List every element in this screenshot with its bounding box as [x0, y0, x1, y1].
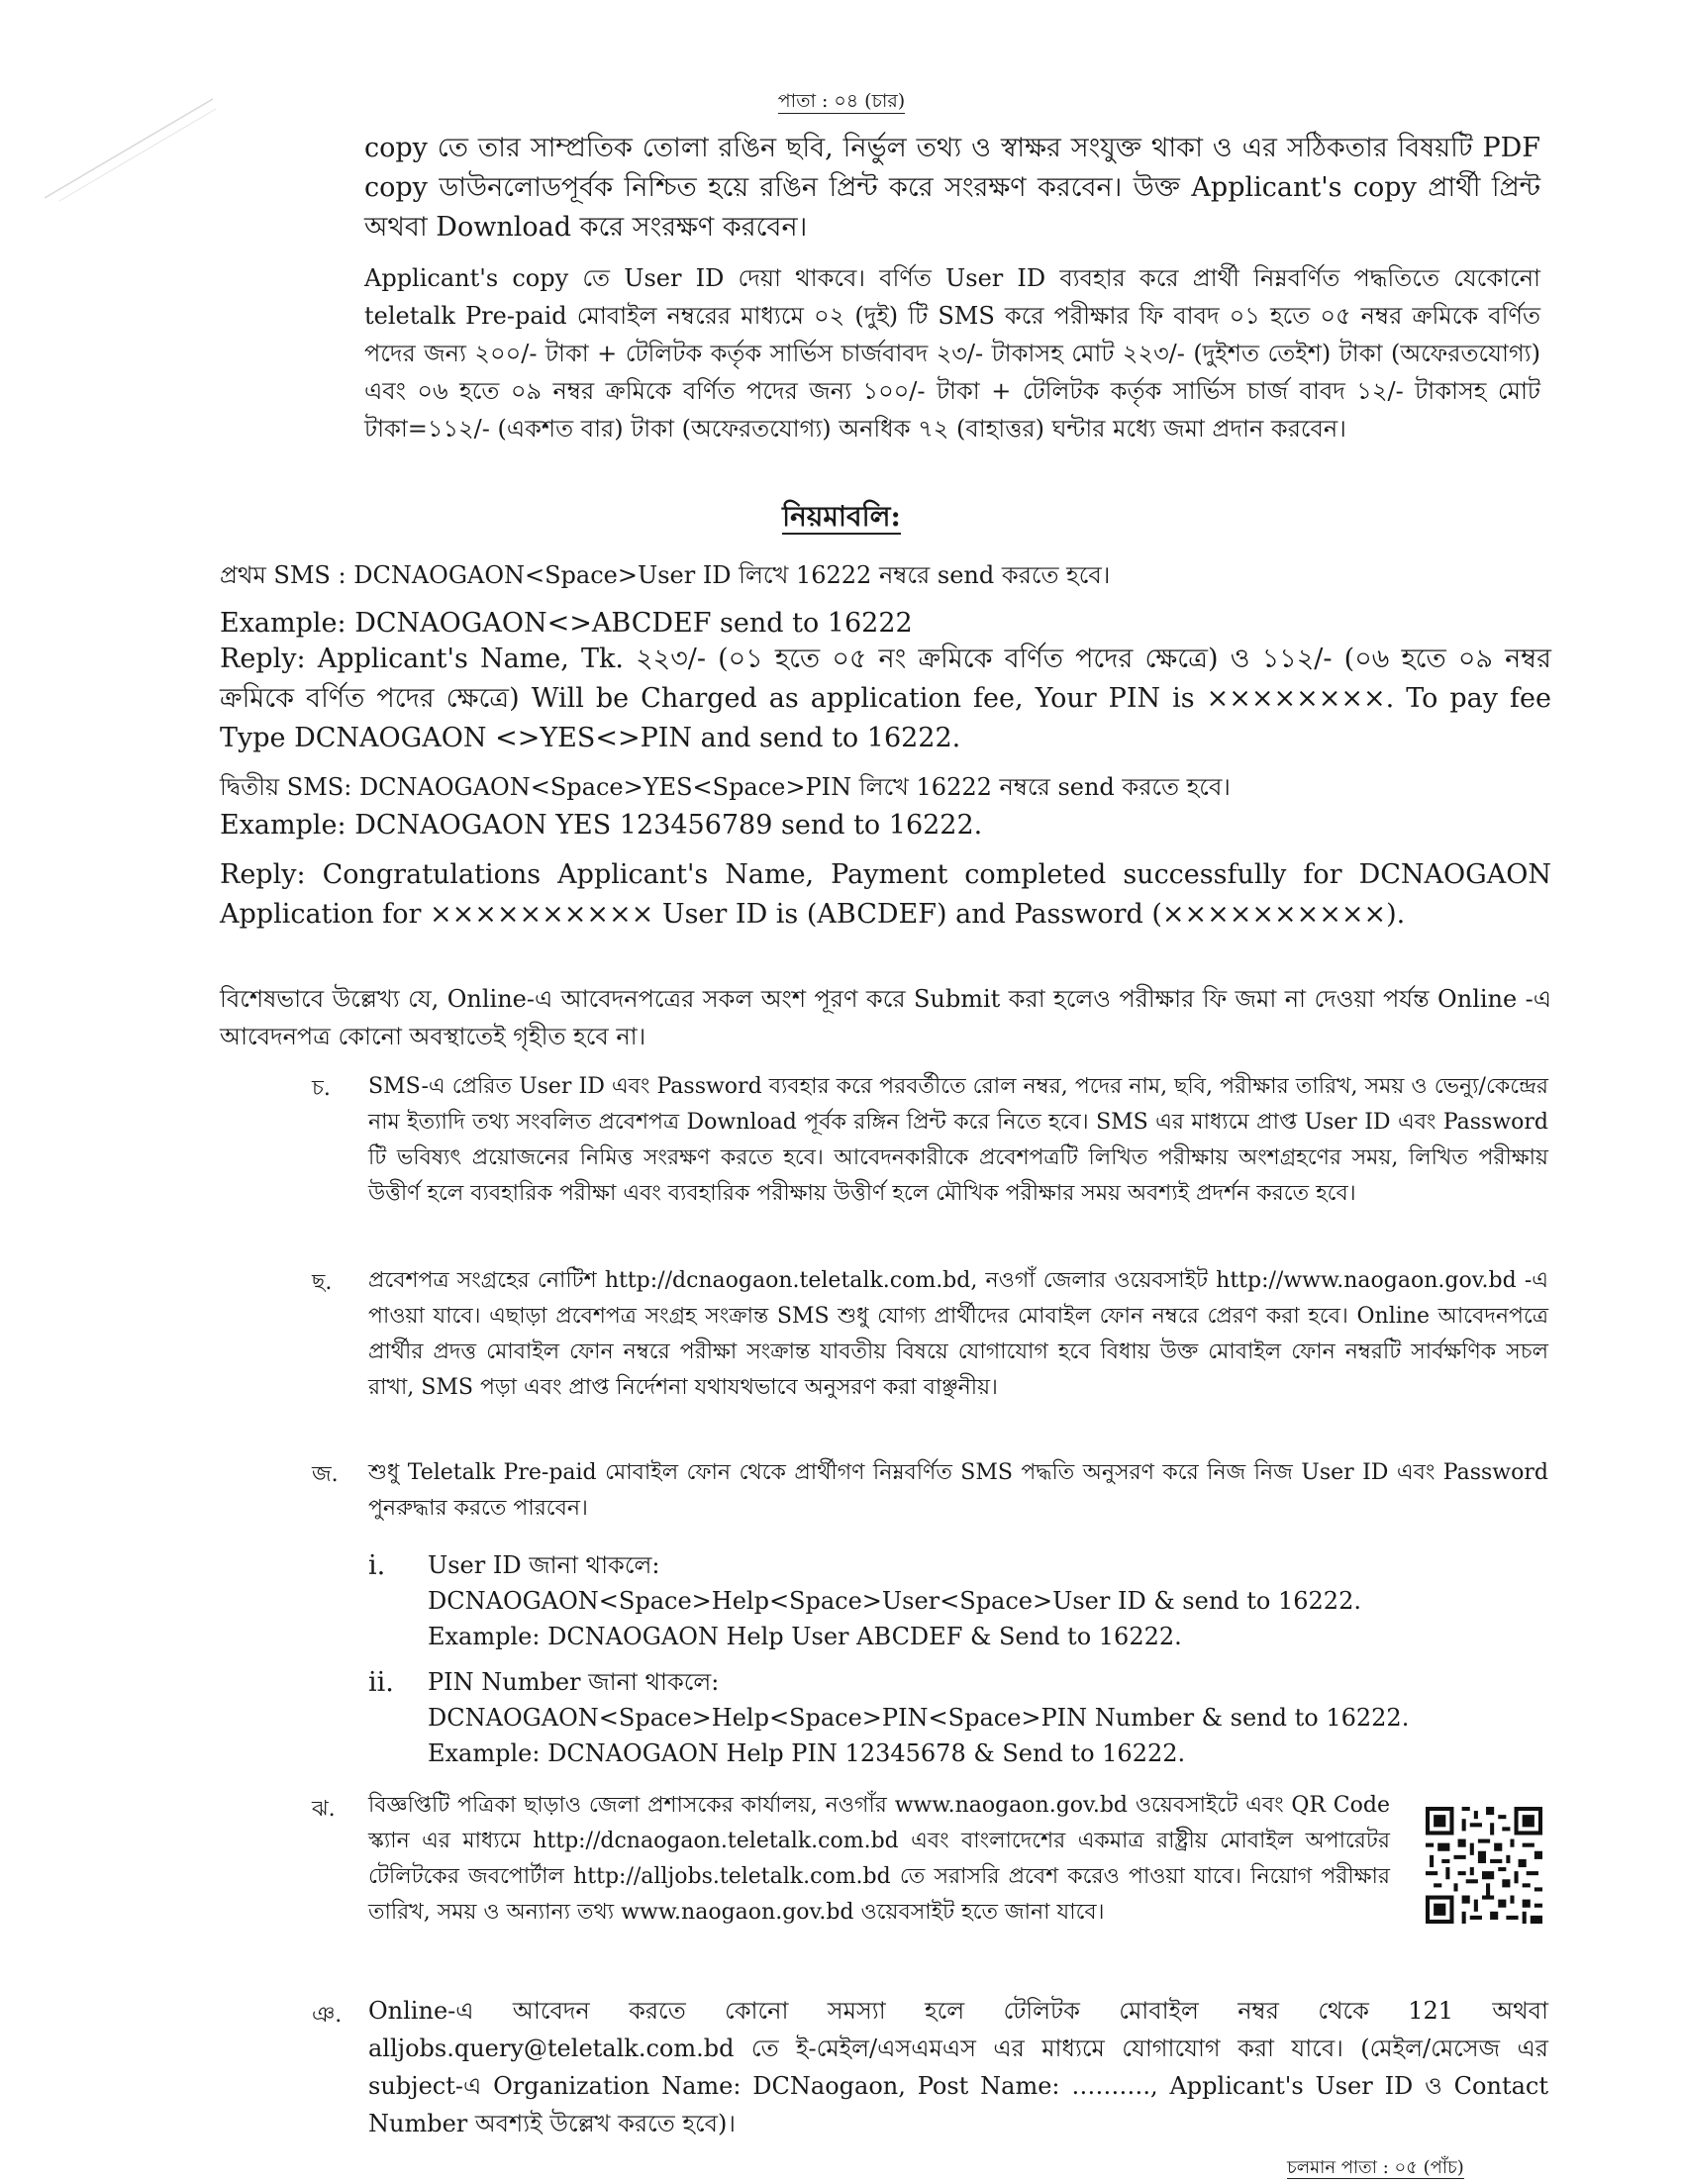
item-nya-text: Online-এ আবেদন করতে কোনো সমস্যা হলে টেলিটক মোবাইল নম্বর থেকে 121 অথবা alljobs.query@teletalk.com.bd তে ই-মেইল/এসএমএস এর মাধ্যমে যোগাযোগ করা যাবে। (মেইল/মেসেজ এর subject-এ Organization Name: DCNaogaon, Post Name: ………., Applicant's User ID ও Contact Number অবশ্যই উল্লেখ করতে হবে)। — [368, 1997, 1548, 2137]
first-sms-reply: Reply: Applicant's Name, Tk. ২২৩/- (০১ হতে ০৫ নং ক্রমিকে বর্ণিত পদের ক্ষেত্রে) ও ১১২/- (০৬ হতে ০৯ নম্বর ক্রমিকে বর্ণিত পদের ক্ষেত্রে) Will be Charged as application fee, Your PIN is ××××××××. To pay fee Type DCNAOGAON <>YES<>PIN and send to 16222. — [220, 644, 1551, 753]
recovery-1-example: Example: DCNAOGAON Help User ABCDEF & Send to 16222. — [428, 1623, 1182, 1650]
item-marker-ja: জ. — [312, 1462, 339, 1487]
item-ja-text: শুধু Teletalk Pre-paid মোবাইল ফোন থেকে প্রার্থীগণ নিম্নবর্ণিত SMS পদ্ধতি অনুসরণ করে নিজ নিজ User ID এবং Password পুনরুদ্ধার করতে পারবেন। — [368, 1460, 1548, 1521]
recovery-2-title: PIN Number জানা থাকলে: — [428, 1668, 720, 1696]
recovery-1-title: User ID জানা থাকলে: — [428, 1551, 660, 1579]
qr-code-icon[interactable] — [1426, 1807, 1542, 1924]
recovery-marker-2: ii. — [368, 1667, 394, 1698]
intro-paragraph-1: copy তে তার সাম্প্রতিক তোলা রঙিন ছবি, নির্ভুল তথ্য ও স্বাক্ষর সংযুক্ত থাকা ও এর সঠিকতার বিষয়টি PDF copy ডাউনলোডপূর্বক নিশ্চিত হয়ে রঙিন প্রিন্ট করে সংরক্ষণ করবেন। উক্ত Applicant's copy প্রার্থী প্রিন্ট অথবা Download করে সংরক্ষণ করবেন। — [364, 133, 1540, 243]
second-sms-instruction: দ্বিতীয় SMS: DCNAOGAON<Space>YES<Space>PIN লিখে 16222 নম্বরে send করতে হবে। — [220, 773, 1231, 801]
second-sms-example: Example: DCNAOGAON YES 123456789 send to 16222. — [220, 810, 983, 841]
recovery-2-command: DCNAOGAON<Space>Help<Space>PIN<Space>PIN Number & send to 16222. — [428, 1704, 1410, 1732]
item-marker-cha: চ. — [312, 1076, 331, 1101]
fee-note: বিশেষভাবে উল্লেখ্য যে, Online-এ আবেদনপত্রের সকল অংশ পূরণ করে Submit করা হলেও পরীক্ষার ফি জমা না দেওয়া পর্যন্ত Online -এ আবেদনপত্র কোনো অবস্থাতেই গৃহীত হবে না। — [220, 985, 1551, 1050]
item-marker-chha: ছ. — [312, 1270, 333, 1295]
item-jha-text: বিজ্ঞপ্তিটি পত্রিকা ছাড়াও জেলা প্রশাসকের কার্যালয়, নওগাঁর www.naogaon.gov.bd ওয়েবসাইটে এবং QR Code স্ক্যান এর মাধ্যমে http://dcnaogaon.teletalk.com.bd এবং বাংলাদেশের একমাত্র রাষ্ট্রীয় মোবাইল অপারেটর টেলিটকের জবপোর্টাল http://alljobs.teletalk.com.bd তে সরাসরি প্রবেশ করেও পাওয়া যাবে। নিয়োগ পরীক্ষার তারিখ, সময় ও অন্যান্য তথ্য www.naogaon.gov.bd ওয়েবসাইট হতে জানা যাবে। — [368, 1793, 1390, 1925]
page-header: পাতা : ০৪ (চার) — [777, 90, 906, 112]
recovery-marker-1: i. — [368, 1550, 386, 1581]
first-sms-example: Example: DCNAOGAON<>ABCDEF send to 16222 — [220, 608, 913, 639]
rules-heading: নিয়মাবলি: — [782, 500, 901, 533]
item-cha-text: SMS-এ প্রেরিত User ID এবং Password ব্যবহার করে পরবর্তীতে রোল নম্বর, পদের নাম, ছবি, পরীক্ষার তারিখ, সময় ও ভেন্যু/কেন্দ্রের নাম ইত্যাদি তথ্য সংবলিত প্রবেশপত্র Download পূর্বক রঙ্গিন প্রিন্ট করে নিতে হবে। SMS এর মাধ্যমে প্রাপ্ত User ID এবং Password টি ভবিষ্যৎ প্রয়োজনের নিমিত্ত সংরক্ষণ করতে হবে। আবেদনকারীকে প্রবেশপত্রটি লিখিত পরীক্ষায় অংশগ্রহণের সময়, লিখিত পরীক্ষায় উত্তীর্ণ হলে ব্যবহারিক পরীক্ষা এবং ব্যবহারিক পরীক্ষায় উত্তীর্ণ হলে মৌখিক পরীক্ষার সময় অবশ্যই প্রদর্শন করতে হবে। — [368, 1074, 1548, 1206]
page-footer: চলমান পাতা : ০৫ (পাঁচ) — [1287, 2157, 1464, 2178]
intro-paragraph-2: Applicant's copy তে User ID দেয়া থাকবে। বর্ণিত User ID ব্যবহার করে প্রার্থী নিম্নবর্ণিত পদ্ধতিতে যেকোনো teletalk Pre-paid মোবাইল নম্বরের মাধ্যমে ০২ (দুই) টি SMS করে পরীক্ষার ফি বাবদ ০১ হতে ০৫ নম্বর ক্রমিকে বর্ণিত পদের জন্য ২০০/- টাকা + টেলিটক কর্তৃক সার্ভিস চার্জবাবদ ২৩/- টাকাসহ মোট ২২৩/- (দুইশত তেইশ) টাকা (অফেরতযোগ্য) এবং ০৬ হতে ০৯ নম্বর ক্রমিকে বর্ণিত পদের জন্য ১০০/- টাকা + টেলিটক কর্তৃক সার্ভিস চার্জ বাবদ ১২/- টাকাসহ মোট টাকা=১১২/- (একশত বার) টাকা (অফেরতযোগ্য) অনধিক ৭২ (বাহাত্তর) ঘন্টার মধ্যে জমা প্রদান করবেন। — [364, 264, 1540, 443]
second-sms-reply: Reply: Congratulations Applicant's Name, Payment completed successfully for DCNAOGAON Application for ×××××××××× User ID is (ABCDEF) and Password (××××××××××). — [220, 859, 1551, 930]
first-sms-instruction: প্রথম SMS : DCNAOGAON<Space>User ID লিখে 16222 নম্বরে send করতে হবে। — [220, 561, 1111, 589]
item-marker-nya: ঞ. — [312, 2003, 343, 2028]
recovery-2-example: Example: DCNAOGAON Help PIN 12345678 & Send to 16222. — [428, 1739, 1186, 1767]
recovery-1-command: DCNAOGAON<Space>Help<Space>User<Space>User ID & send to 16222. — [428, 1587, 1361, 1615]
item-marker-jha: ঝ. — [312, 1797, 336, 1822]
item-chha-text: প্রবেশপত্র সংগ্রহের নোটিশ http://dcnaogaon.teletalk.com.bd, নওগাঁ জেলার ওয়েবসাইট http://www.naogaon.gov.bd -এ পাওয়া যাবে। এছাড়া প্রবেশপত্র সংগ্রহ সংক্রান্ত SMS শুধু যোগ্য প্রার্থীদের মোবাইল ফোন নম্বরে প্রেরণ করা হবে। Online আবেদনপত্রে প্রার্থীর প্রদত্ত মোবাইল ফোন নম্বরে পরীক্ষা সংক্রান্ত যাবতীয় বিষয়ে যোগাযোগ হবে বিধায় উক্ত মোবাইল ফোন নম্বরটি সার্বক্ষণিক সচল রাখা, SMS পড়া এবং প্রাপ্ত নির্দেশনা যথাযথভাবে অনুসরণ করা বাঞ্ছনীয়। — [368, 1268, 1548, 1400]
